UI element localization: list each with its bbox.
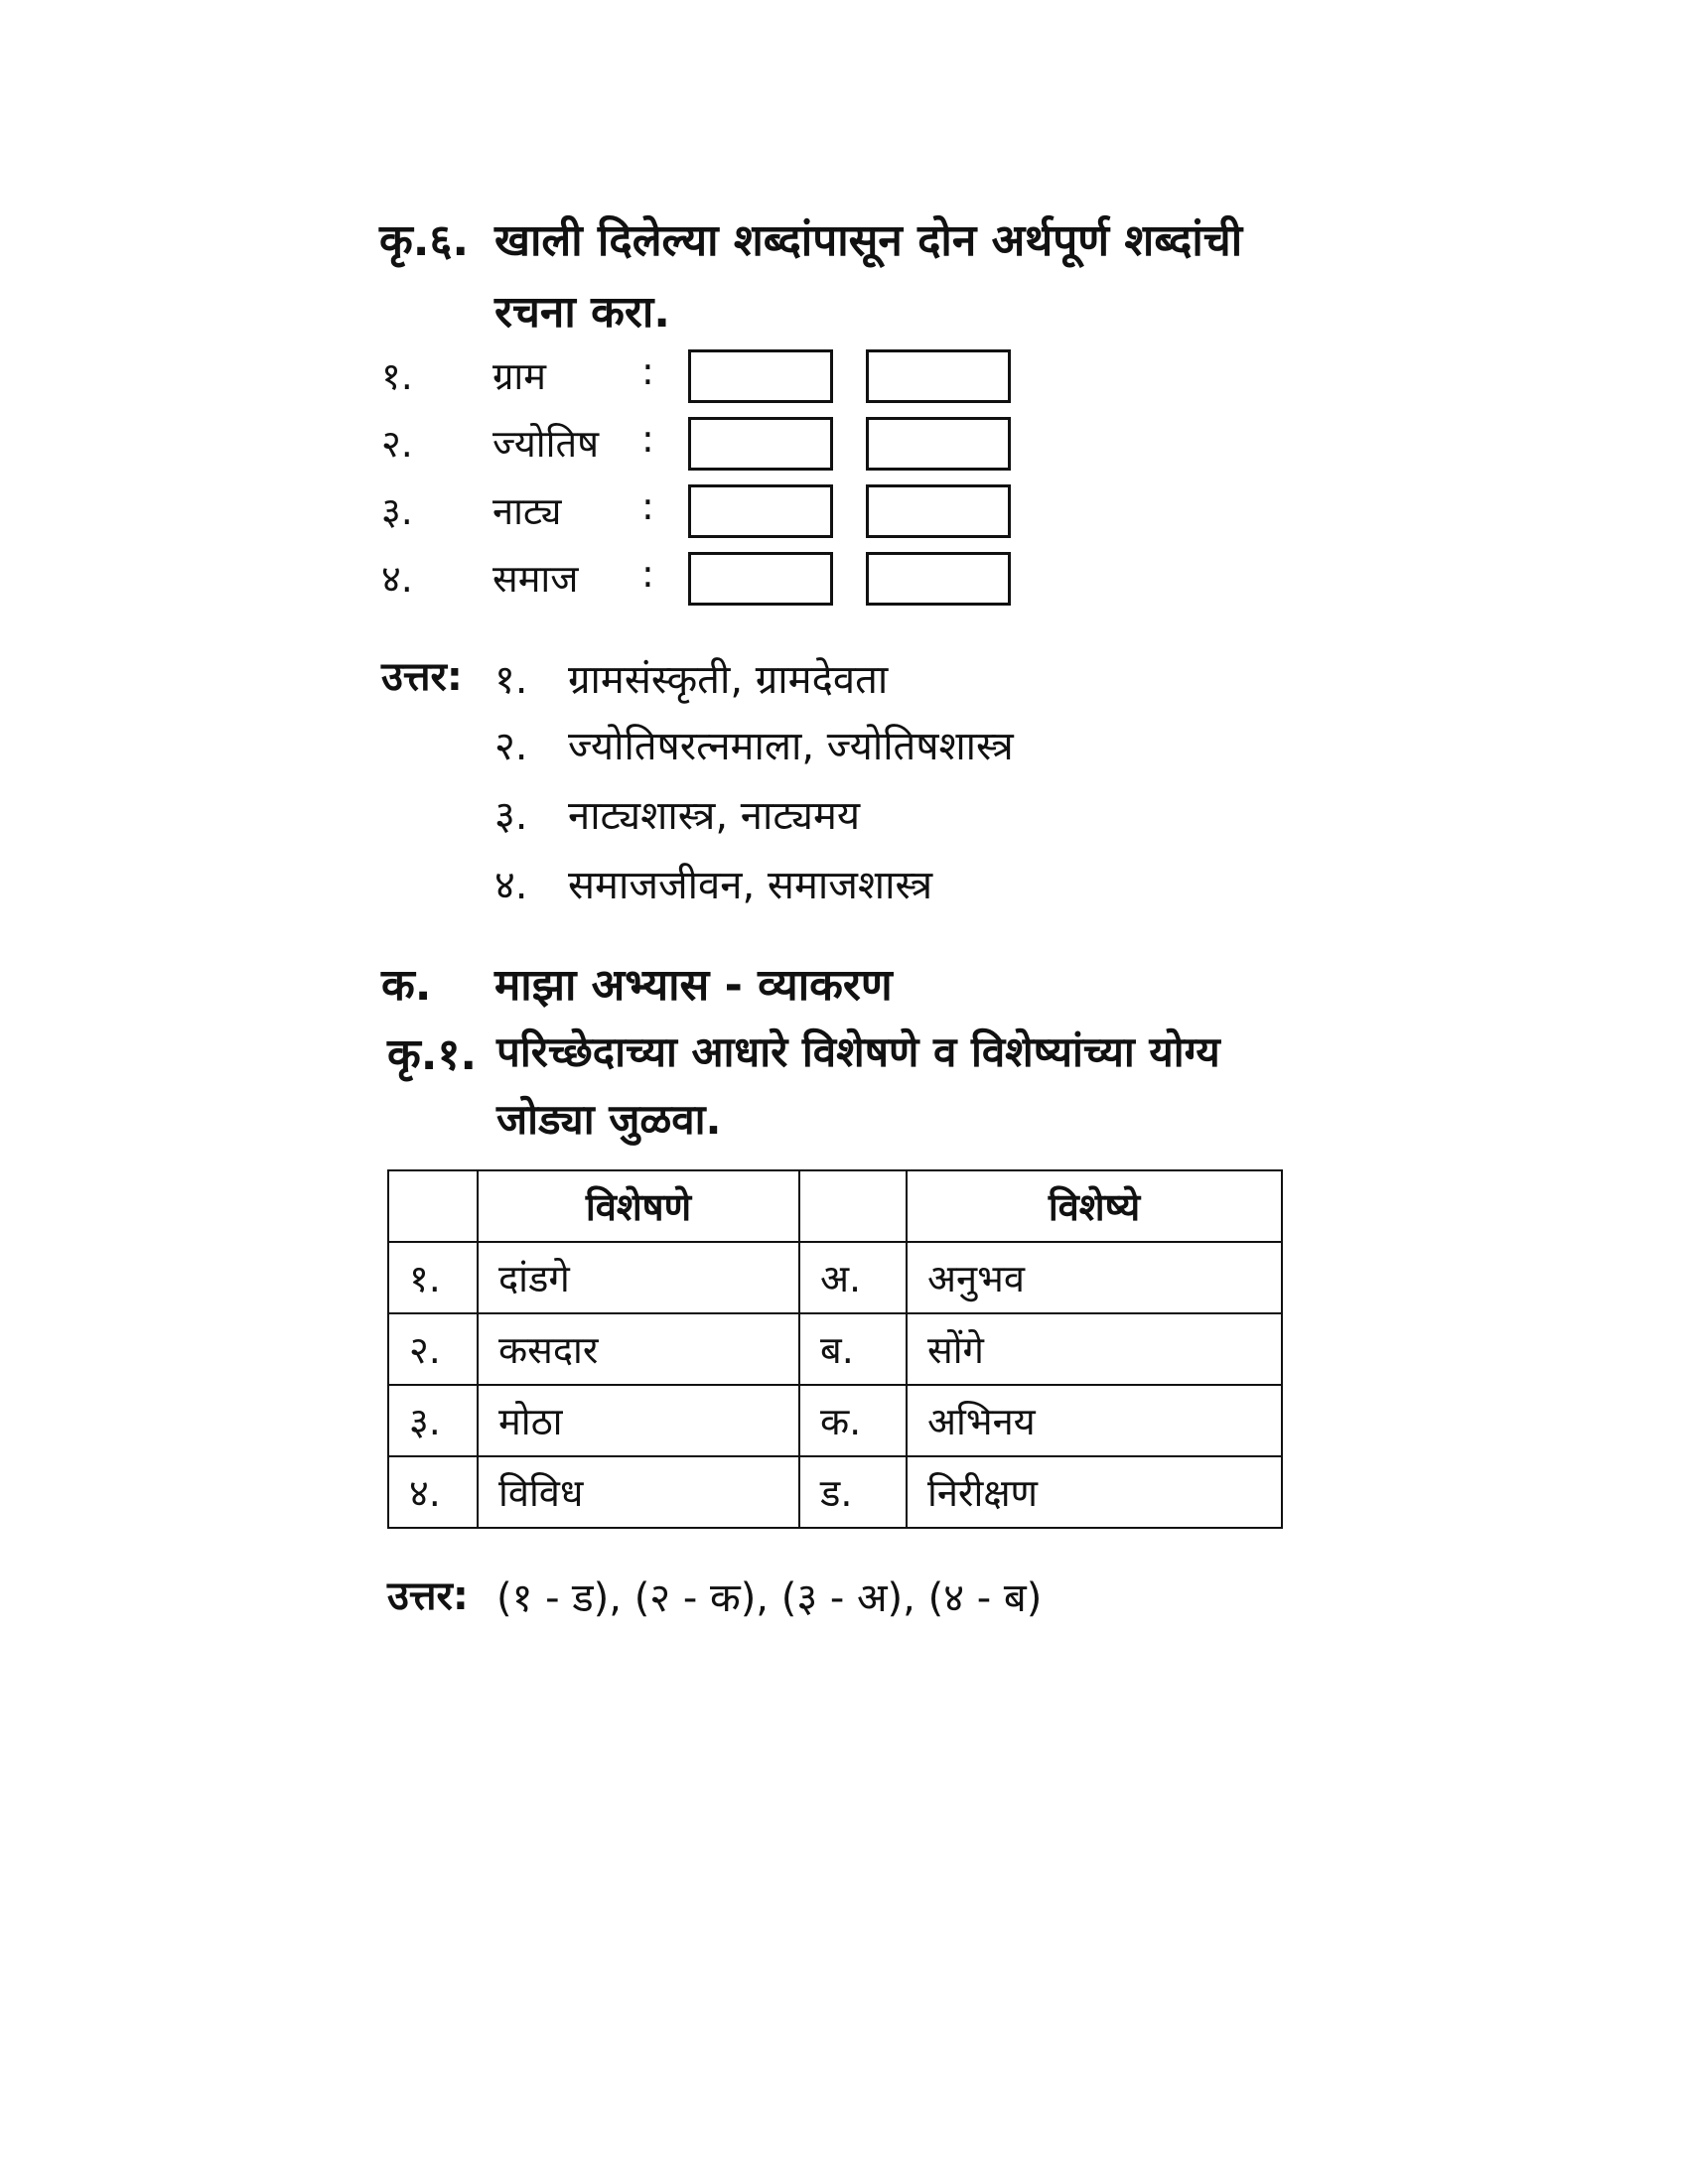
answer-text: ज्योतिषरत्नमाला, ज्योतिषशास्त्र (568, 724, 1014, 769)
answer-text: ग्रामसंस्कृती, ग्रामदेवता (568, 657, 889, 703)
answer-label: उत्तर: (381, 654, 463, 700)
table-cell: कसदार (478, 1313, 799, 1385)
table-cell: क. (799, 1385, 907, 1456)
answer-number: ४. (494, 863, 528, 908)
table-cell: ड. (799, 1456, 907, 1528)
table-header-cell: विशेष्ये (907, 1170, 1282, 1242)
row-number: २. (381, 422, 413, 466)
answer-number: २. (494, 724, 528, 769)
answer-text: (१ - ड), (२ - क), (३ - अ), (४ - ब) (496, 1575, 1043, 1621)
table-cell: अभिनय (907, 1385, 1282, 1456)
answer-number: ३. (494, 793, 528, 839)
question-1-number: कृ.१. (387, 1029, 478, 1080)
table-cell: विविध (478, 1456, 799, 1528)
row-number: १. (381, 354, 413, 398)
question-6-number: कृ.६. (379, 215, 470, 266)
row-colon: : (641, 417, 654, 461)
table-header-cell (388, 1170, 478, 1242)
table-cell: ब. (799, 1313, 907, 1385)
answer-label: उत्तर: (387, 1573, 469, 1619)
answer-box-2[interactable] (866, 552, 1011, 606)
row-word: ज्योतिष (492, 422, 600, 466)
table-cell: २. (388, 1313, 478, 1385)
question-6-text-line2: रचना करा. (494, 287, 670, 338)
table-cell: मोठा (478, 1385, 799, 1456)
section-letter: क. (381, 960, 432, 1011)
answer-box-1[interactable] (688, 417, 833, 471)
answer-box-1[interactable] (688, 484, 833, 538)
answer-box-2[interactable] (866, 417, 1011, 471)
table-row (388, 1456, 1282, 1528)
table-cell: १. (388, 1242, 478, 1313)
table-cell: सोंगे (907, 1313, 1282, 1385)
row-colon: : (641, 484, 654, 528)
question-1-text-line1: परिच्छेदाच्या आधारे विशेषणे व विशेष्यांच्या योग्य (496, 1027, 1220, 1076)
answer-box-1[interactable] (688, 349, 833, 403)
table-row (388, 1242, 1282, 1313)
table-row (388, 1313, 1282, 1385)
row-number: ३. (381, 489, 413, 533)
question-6-text-line1: खाली दिलेल्या शब्दांपासून दोन अर्थपूर्ण शब्दांची (494, 215, 1243, 266)
row-word: समाज (492, 557, 579, 601)
table-row (388, 1385, 1282, 1456)
table-cell: ३. (388, 1385, 478, 1456)
table-cell: अ. (799, 1242, 907, 1313)
table-header-row (388, 1170, 1282, 1242)
table-cell: अनुभव (907, 1242, 1282, 1313)
table-cell: दांडगे (478, 1242, 799, 1313)
row-number: ४. (381, 557, 413, 601)
answer-text: समाजजीवन, समाजशास्त्र (568, 863, 933, 908)
question-1-text-line2: जोड्या जुळवा. (496, 1095, 722, 1144)
row-colon: : (641, 552, 654, 596)
matching-table (387, 1169, 1283, 1529)
table-header-cell: विशेषणे (478, 1170, 799, 1242)
answer-box-1[interactable] (688, 552, 833, 606)
section-title: माझा अभ्यास - व्याकरण (494, 960, 893, 1011)
row-word: नाट्य (492, 489, 562, 533)
table-cell: ४. (388, 1456, 478, 1528)
answer-number: १. (494, 657, 528, 703)
answer-text: नाट्यशास्त्र, नाट्यमय (568, 793, 861, 839)
answer-box-2[interactable] (866, 484, 1011, 538)
answer-box-2[interactable] (866, 349, 1011, 403)
table-header-cell (799, 1170, 907, 1242)
table-cell: निरीक्षण (907, 1456, 1282, 1528)
row-colon: : (641, 349, 654, 393)
row-word: ग्राम (492, 354, 546, 398)
